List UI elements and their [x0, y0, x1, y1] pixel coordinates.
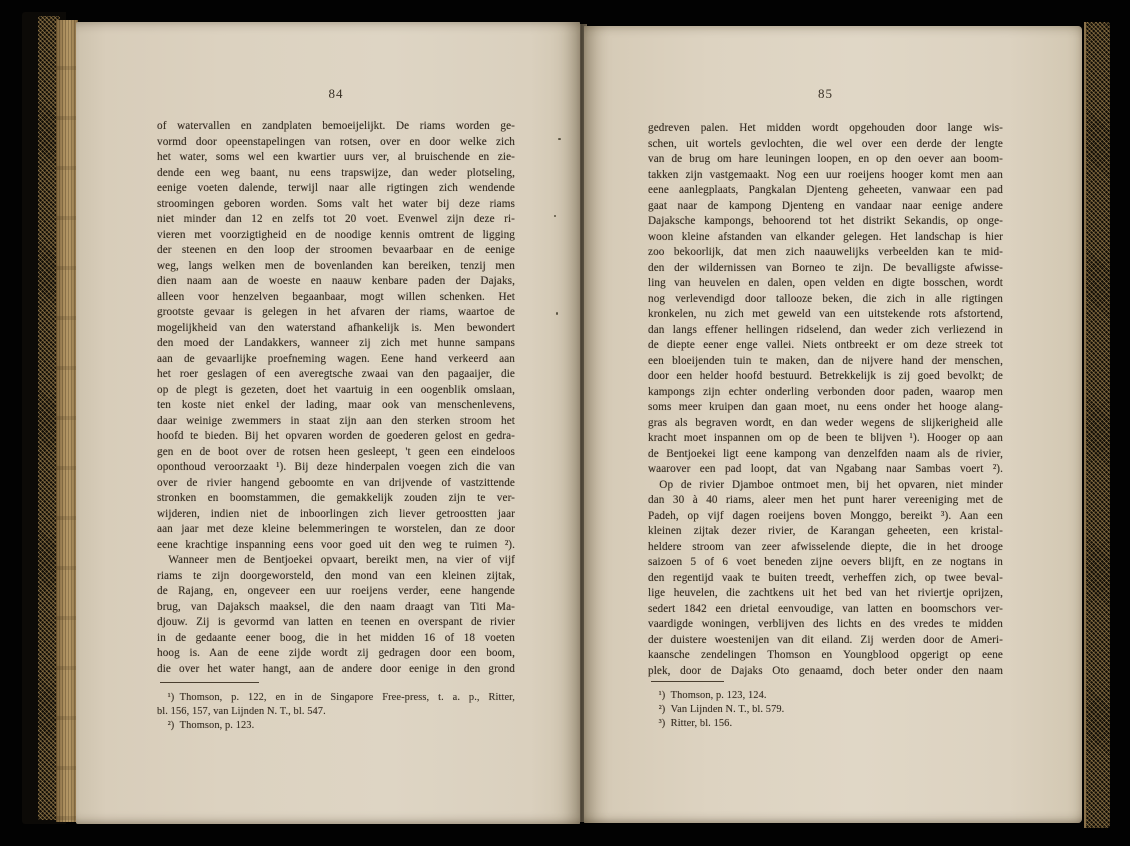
text-line: ²) Van Lijnden N. T., bl. 579. [648, 704, 785, 715]
text-line: weg, langs welken men de bovenlanden kan bereiken, tenzij men [157, 259, 515, 272]
page-speck [558, 138, 561, 140]
text-line: een bloeijenden tuin te maken, dan de nijvere hand der menschen, [648, 354, 1003, 367]
text-line: lige heuvelen, die zachtkens uit het bed van het riviertje oprijzen, [648, 587, 1003, 599]
text-line: plek, door de Dajaks Oto genaamd, doch beter onder den naam [648, 664, 1003, 677]
text-line: gen en de boot over de rotsen heen gesleept, 't geen een eindeloos [157, 445, 515, 458]
text-line: de Bentjoekei ligt eene kampong van denzelfden naam als de rivier, [648, 447, 1003, 460]
footnotes-right [648, 689, 1003, 731]
text-line: gaat naar de kampong Djenteng en vandaar naar eenige andere [648, 199, 1003, 212]
text-line: hoog is. Aan de eene zijde wordt zij gedragen door een boom, [157, 647, 515, 659]
text-line: zoo bekoorlijk, dat men zich naauwelijks verbeelden kan te mid- [648, 246, 1003, 258]
text-line: eene aanlegplaats, Pangkalan Djenteng geheeten, vanwaar een pad [648, 184, 1003, 196]
text-line: heldere stroom van zeer afwisselende diepte, die in het drooge [648, 540, 1003, 553]
text-line: gras als begraven wordt, en dan weder wegens de slijkerigheid alle [648, 416, 1003, 429]
text-line: ling van heuvelen en dalen, open velden en digte bosschen, wordt [648, 277, 1003, 289]
text-line: eenige voeten dalende, terwijl naar alle rigtingen zich wendende [157, 182, 515, 194]
page-edge-stack [56, 20, 78, 822]
text-line: dan 30 à 40 riams, aleer men het punt harer vereeniging met de [648, 494, 1003, 506]
text-line: hoofd te bieden. Bij het opvaren worden de goederen gelost en gedra- [157, 430, 515, 442]
page-number-right: 85 [818, 86, 833, 101]
book-page-left [76, 22, 580, 824]
text-line: over de rivier hangend geboomte en van drijvende of vastzittende [157, 476, 515, 489]
footnotes-left [157, 691, 515, 733]
text-line: oponthoud veroorzaakt ¹). Bij deze hinderpalen voegen zich die van [157, 461, 515, 473]
text-line: daar weinige zwemmers in staat zijn aan den sterken stroom het [157, 414, 515, 427]
text-line: den regentijd vaak te buiten treedt, verheffen zich, op twee beval- [648, 571, 1003, 584]
text-line: bl. 156, 157, van Lijnden N. T., bl. 547. [157, 706, 326, 717]
text-line: den moed der Landakkers, wanneer zij zich met hunne sampans [157, 337, 515, 349]
page-text-right [648, 121, 1003, 679]
text-line: Dajaksche kampongs, behoorend tot het distrikt Sekandis, op onge- [648, 215, 1003, 227]
text-line: mogelijkheid van den waterstand afhankelijk is. Men bewondert [157, 321, 515, 334]
text-line: wijderen, indien niet de inboorlingen zich liever getroostten jaar [157, 507, 515, 520]
text-line: vaardigde woningen, verblijven des lichts en des vredes te midden [648, 618, 1003, 630]
text-line: kaansche zendelingen Thomson en Youngblood opgerigt op eene [648, 649, 1003, 661]
text-line: brug, van Dajaksch maaksel, die den naam draagt van Titi Ma- [157, 600, 515, 613]
text-line: vieren met voorzigtigheid en de noodige kennis omtrent de ligging [157, 228, 515, 241]
footnote-rule-left [160, 682, 259, 683]
text-line: ³) Ritter, bl. 156. [648, 718, 733, 729]
text-line: kampongs zijn echter onderling verbonden door paden, waarop men [648, 385, 1003, 398]
text-line: waarover een pad loopt, dat van Ngabang naar Sambas voert ²). [648, 463, 1003, 475]
text-line: Padeh, op vijf dagen roeijens boven Monggo, bereikt ³). Aan een [648, 509, 1003, 522]
text-line: het water, soms wel een kwartier uurs ver, al bruischende en zie- [157, 151, 515, 163]
text-line: op de plegt is gezeten, doet het vaartuig in een oogenblik omslaan, [157, 383, 515, 396]
text-line: Op de rivier Djamboe ontmoet men, bij het opvaren, niet minder [648, 478, 1003, 491]
book-cover-edge-right [1084, 22, 1110, 828]
page-speck [554, 215, 556, 217]
text-line: Wanneer men de Bentjoekei opvaart, bereikt men, na vier of vijf [157, 554, 515, 566]
text-line: gedreven palen. Het midden wordt opgehouden door lange wis- [648, 122, 1003, 134]
text-line: stronken en boomstammen, die gemakkelijk zouden zijn te ver- [157, 492, 515, 504]
text-line: vormd door opeenstapelingen van rotsen, over en door welke zich [157, 135, 515, 148]
page-speck [556, 312, 558, 315]
text-line: door een helder hoofd bestuurd. Betrekkelijk is zij goed bevolkt; de [648, 370, 1003, 382]
text-line: alleen voor henzelven begaanbaar, mogt willen schenken. Het [157, 290, 515, 303]
text-line: dien naam aan de woeste en naauw kenbare paden der Dajaks, [157, 275, 515, 287]
text-line: de diepte eener enge vallei. Niets ontbreekt er om deze streek tot [648, 339, 1003, 351]
text-line: aan jaar met deze kleine belemmeringen te worstelen, dan ze door [157, 523, 515, 535]
text-line: kronkelen, nu zich met geweld van een uitstekende rots afstortend, [648, 308, 1003, 320]
footnote-rule-right [651, 681, 724, 682]
text-line: grootste gevaar is gelegen in het afvaren der riams, waartoe de [157, 306, 515, 318]
text-line: riams te zijn doorgeworsteld, den mond van een kleinen zijtak, [157, 569, 515, 582]
text-line: kracht moet inspannen om op de been te blijven ¹). Hooger op aan [648, 432, 1003, 444]
text-line: woon kleine afstanden van elkander gelegen. Het landschap is hier [648, 230, 1003, 243]
text-line: die over het water hangt, aan de andere door eenige in den grond [157, 662, 515, 675]
text-line: kleinen zijtak dezer rivier, de Karangan geheeten, een kristal- [648, 525, 1003, 537]
text-line: saizoen 5 of 6 voet beneden zijne oevers blijft, en ze nogtans in [648, 556, 1003, 568]
text-line: dende een weg baant, nu eens trapswijze, dan weder plotseling, [157, 166, 515, 179]
text-line: in de gedaante eener boog, die in het midden 16 of 18 voeten [157, 631, 515, 644]
text-line: nog verlevendigd door tallooze beken, die zich in alle rigtingen [648, 292, 1003, 305]
text-line: djouw. Zij is gevormd van latten en teenen en overspant de rivier [157, 616, 515, 628]
text-line: ten koste niet enkel der lading, maar ook van menschenlevens, [157, 399, 515, 411]
text-line: van de brug om hare leuningen loopen, en op den oever aan boom- [648, 153, 1003, 165]
text-line: der steenen en den loop der stroomen bevaarbaar en de eenige [157, 244, 515, 256]
text-line: dan langs effener hellingen ridselend, dan weder zich verliezend in [648, 323, 1003, 336]
text-line: eene krachtige inspanning eens voor goed uit den weg te ruimen ²). [157, 538, 515, 551]
text-line: het roer geslagen of een averegtsche zwaai van den pagaaijer, die [157, 368, 515, 380]
text-line: den der wildernissen van Borneo te zijn. De bevalligste afwisse- [648, 261, 1003, 274]
text-line: sedert 1842 een drietal eenvoudige, van latten en boomschors ver- [648, 602, 1003, 615]
page-text-left [157, 119, 515, 677]
text-line: takken zijn vastgemaakt. Nog een uur roeijens hooger komt men aan [648, 168, 1003, 181]
text-line: soms meer kruipen dan gaan moet, nu eens onder het hooge alang- [648, 401, 1003, 413]
text-line: ²) Thomson, p. 123. [157, 720, 255, 731]
text-line: schen, uit wortels gevlochten, die wel over een derde der lengte [648, 137, 1003, 150]
text-line: of watervallen en zandplaten bemoeijelijkt. De riams worden ge- [157, 120, 515, 132]
text-line: der duistere woestenijen van dit eiland. Zij werden door de Ameri- [648, 633, 1003, 646]
page-number-left: 84 [328, 86, 344, 101]
text-line: ¹) Thomson, p. 123, 124. [648, 690, 767, 701]
text-line: de Rajang, en, ongeveer een uur roeijens verder, eene hangende [157, 585, 515, 597]
text-line: niet minder dan 12 en zelfs tot 20 voet. Evenwel zijn deze ri- [157, 213, 515, 225]
text-line: aan de gevaarlijke proefneming wagen. Eene hand verkeerd aan [157, 352, 515, 365]
text-line: stroomingen geboren worden. Soms valt het water bij deze riams [157, 197, 515, 210]
book-page-right [584, 26, 1082, 823]
text-line: ¹) Thomson, p. 122, en in de Singapore Free-press, t. a. p., Ritter, [157, 692, 515, 703]
